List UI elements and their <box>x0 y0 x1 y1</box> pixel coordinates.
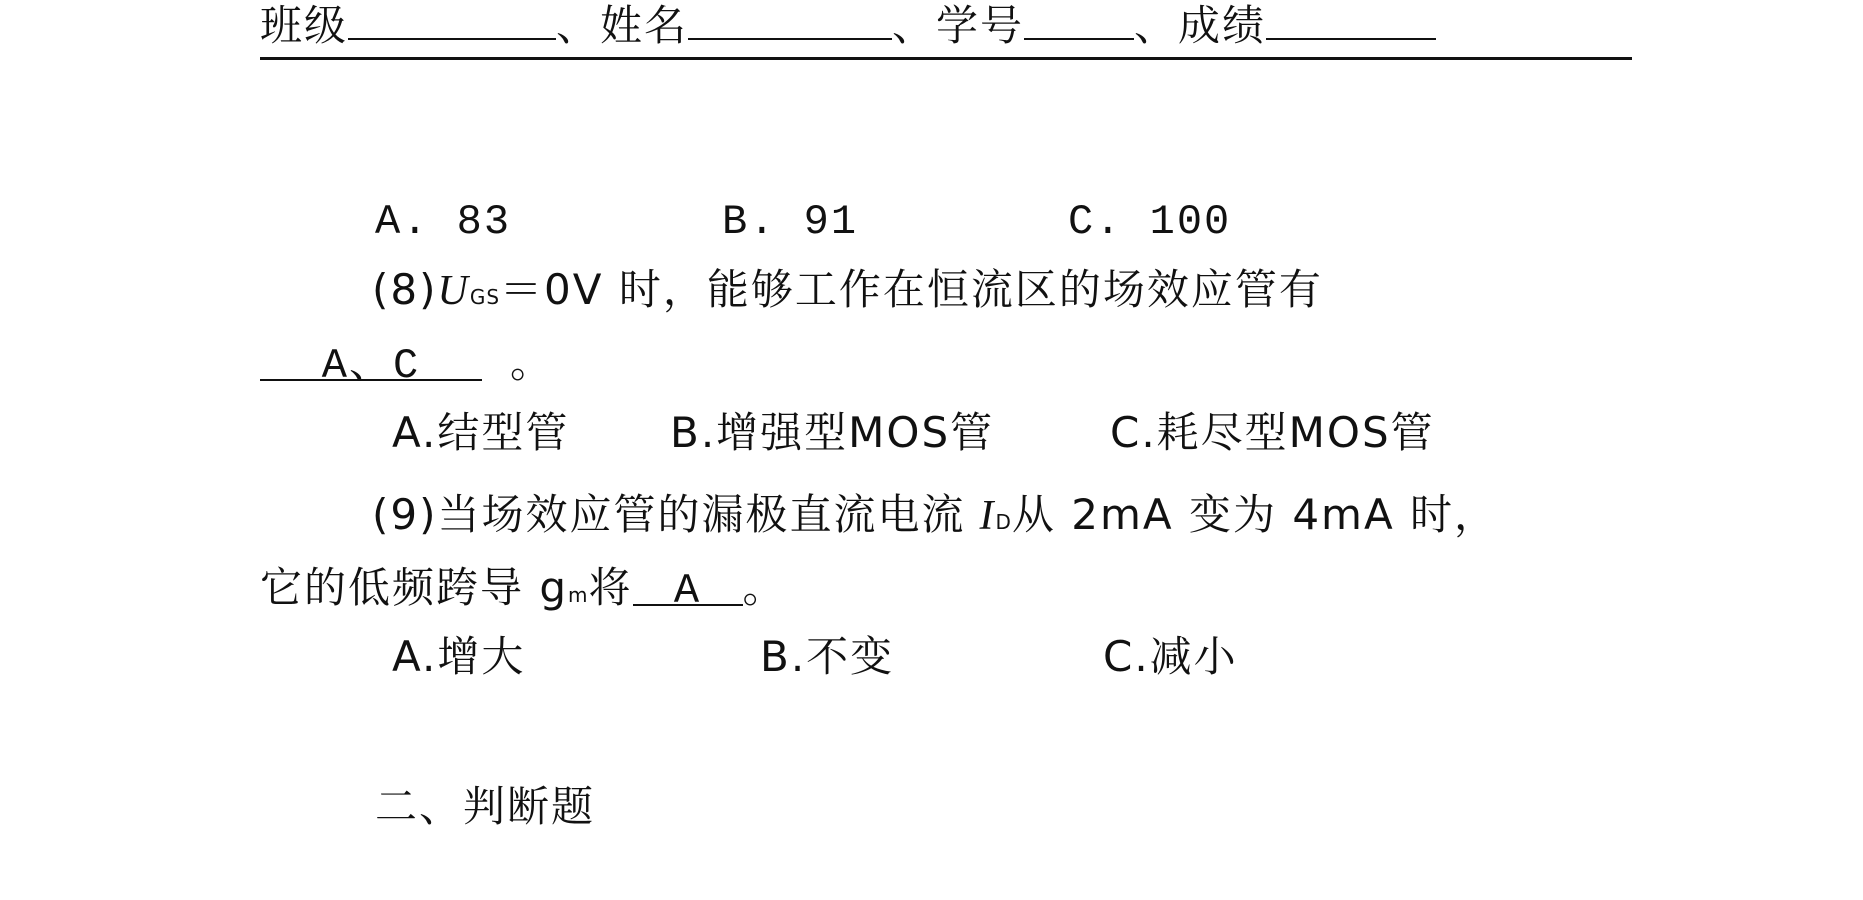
q9-text-2: 从 2mA 变为 4mA 时， <box>1011 490 1499 539</box>
score-blank[interactable] <box>1266 0 1436 40</box>
q8-number: (8) <box>372 265 438 314</box>
q8-text: ＝0V 时，能够工作在恒流区的场效应管有 <box>500 265 1323 314</box>
q9-text-4: 将 <box>588 563 633 612</box>
q8-period: 。 <box>510 338 555 387</box>
section-2-title: 二、判断题 <box>375 782 596 831</box>
q9-stem <box>372 490 1498 547</box>
q7-option-a: A. 83 <box>375 198 512 246</box>
q8-option-c: C.耗尽型MOS管 <box>1110 408 1435 457</box>
q9-text-3: 它的低频跨导 g <box>260 563 569 612</box>
q9-option-a: A.增大 <box>392 632 526 681</box>
class-label: 班级 <box>260 1 349 50</box>
q9-answer-blank[interactable]: A <box>633 566 743 606</box>
exam-header <box>260 0 1436 51</box>
student-id-label: 、学号 <box>892 1 1025 50</box>
q9-variable: I <box>979 493 996 539</box>
q7-option-b: B. 91 <box>722 198 859 246</box>
q9-period: 。 <box>742 563 787 612</box>
q8-variable-subscript: GS <box>469 285 501 309</box>
q9-option-c: C.减小 <box>1103 632 1238 681</box>
q8-option-a: A.结型管 <box>392 408 570 457</box>
header-rule <box>260 57 1632 60</box>
q9-text-1: 当场效应管的漏极直流电流 <box>437 490 966 539</box>
name-blank[interactable] <box>688 0 892 40</box>
q9-variable-subscript: D <box>995 510 1012 534</box>
q7-option-c: C. 100 <box>1068 198 1232 246</box>
score-label: 、成绩 <box>1134 1 1267 50</box>
q8-variable: U <box>437 268 470 314</box>
q8-option-b: B.增强型MOS管 <box>670 408 995 457</box>
name-label: 、姓名 <box>556 1 689 50</box>
q8-answer-blank[interactable]: A、C <box>260 341 482 381</box>
q9-option-b: B.不变 <box>760 632 895 681</box>
class-blank[interactable] <box>348 0 556 40</box>
student-id-blank[interactable] <box>1024 0 1134 40</box>
q8-stem <box>372 265 1323 322</box>
q9-gm-subscript: m <box>568 583 589 607</box>
q9-stem-cont <box>260 563 787 620</box>
q8-answer-line <box>260 338 554 388</box>
q9-number: (9) <box>372 490 438 539</box>
